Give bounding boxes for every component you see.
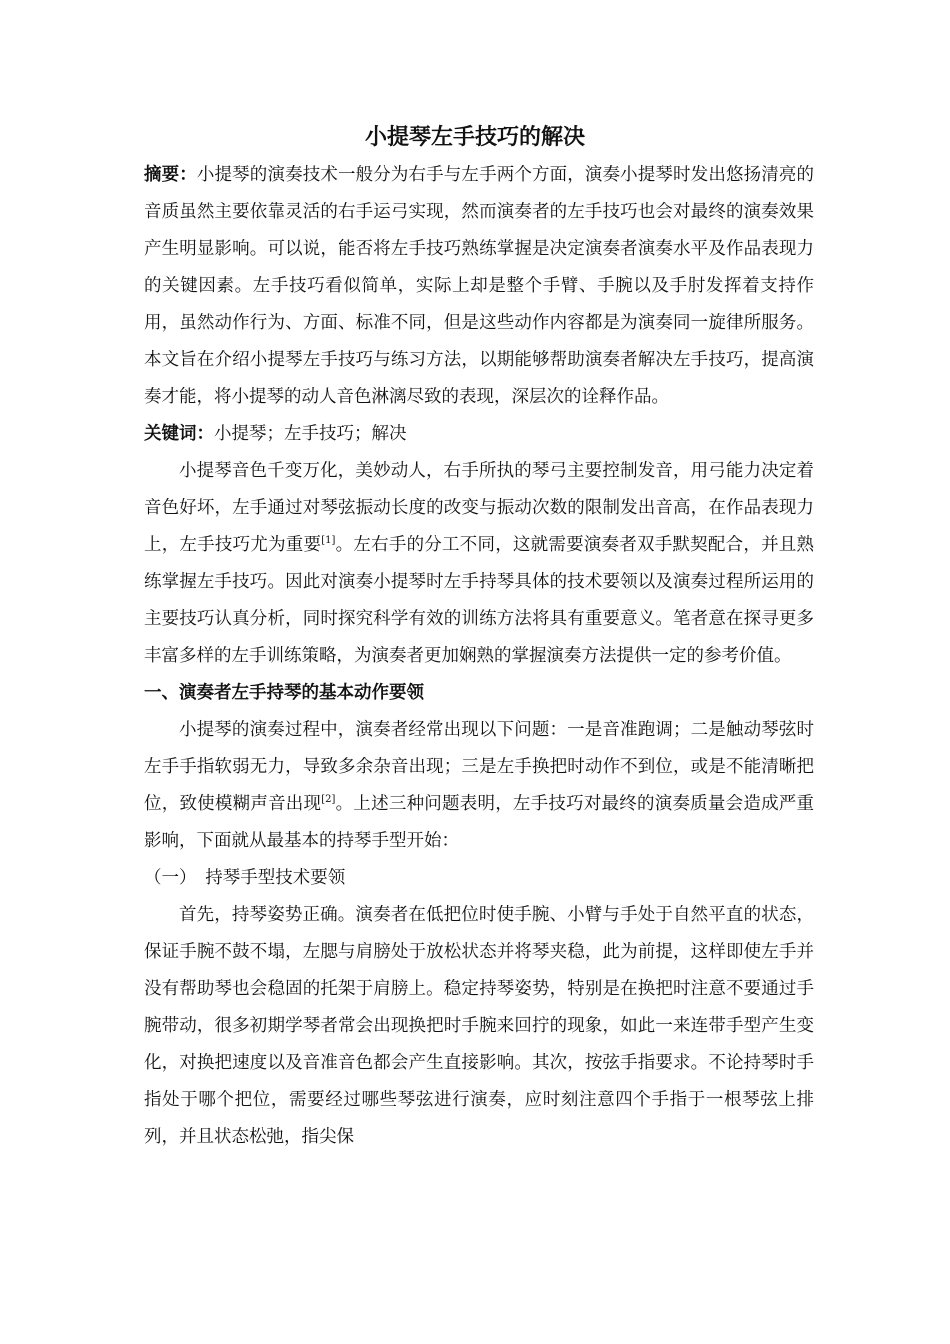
citation-ref-2: [2]	[321, 794, 336, 806]
paper-title: 小提琴左手技巧的解决	[364, 124, 585, 150]
subsection1-paragraph: 首先，持琴姿势正确。演奏者在低把位时使手腕、小臂与手处于自然平直的状态，保证手腕不鼓不塌，左腮与肩膀处于放松状态并将琴夹稳，此为前提，这样即使左手并没有帮助琴也会稳固的托架于肩膀上。稳定持琴姿势，特别是在换把时注意不要通过手腕带动，很多初期学琴者常会出现换把时手腕来回拧的现象，如此一来连带手型产生变化，对换把速度以及音准音色都会产生直接影响。其次，按弦手指要求。不论持琴时手指处于哪个把位，需要经过哪些琴弦进行演奏，应时刻注意四个手指于一根琴弦上排列，并且状态松弛，指尖保	[144, 905, 814, 1147]
keywords-label: 关键词：	[144, 424, 214, 444]
section1-text-part2: 。上述三种问题表明，左手技巧对最终的演奏质量会造成严重影响，下面就从最基本的持琴手型开始：	[144, 794, 815, 851]
intro-text-part1: 小提琴音色千变万化，美妙动人，右手所执的琴弓主要控制发音，用弓能力决定着音色好坏，左手通过对琴弦振动长度的改变与振动次数的限制发出音高，在作品表现力上，左手技巧尤为重要	[144, 461, 814, 555]
keywords-paragraph	[144, 416, 814, 453]
subsection-heading-1: （一） 持琴手型技术要领	[144, 868, 346, 888]
paper-body	[144, 157, 814, 1156]
section1-paragraph	[144, 712, 814, 860]
citation-ref-1: [1]	[321, 535, 336, 547]
section1-text-part1: 小提琴的演奏过程中，演奏者经常出现以下问题：一是音准跑调；二是触动琴弦时左手手指软弱无力，导致多余杂音出现；三是左手换把时动作不到位，或是不能清晰把位，致使模糊声音出现	[144, 720, 814, 814]
intro-text-part2: 。左右手的分工不同，这就需要演奏者双手默契配合，并且熟练掌握左手技巧。因此对演奏小提琴时左手持琴具体的技术要领以及演奏过程所运用的主要技巧认真分析，同时探究科学有效的训练方法将具有重要意义。笔者意在探寻更多丰富多样的左手训练策略，为演奏者更加娴熟的掌握演奏方法提供一定的参考价值。	[144, 535, 815, 666]
abstract-paragraph	[144, 157, 814, 416]
keywords-text: 小提琴；左手技巧；解决	[214, 424, 407, 444]
section-heading-1: 一、演奏者左手持琴的基本动作要领	[144, 683, 424, 703]
abstract-label: 摘要：	[144, 165, 197, 185]
abstract-text: 小提琴的演奏技术一般分为右手与左手两个方面，演奏小提琴时发出悠扬清亮的音质虽然主要依靠灵活的右手运弓实现，然而演奏者的左手技巧也会对最终的演奏效果产生明显影响。可以说，能否将左手技巧熟练掌握是决定演奏者演奏水平及作品表现力的关键因素。左手技巧看似简单，实际上却是整个手臂、手腕以及手肘发挥着支持作用，虽然动作行为、方面、标准不同，但是这些动作内容都是为演奏同一旋律所服务。本文旨在介绍小提琴左手技巧与练习方法，以期能够帮助演奏者解决左手技巧，提高演奏才能，将小提琴的动人音色淋漓尽致的表现，深层次的诠释作品。	[144, 165, 814, 407]
intro-paragraph	[144, 453, 814, 675]
